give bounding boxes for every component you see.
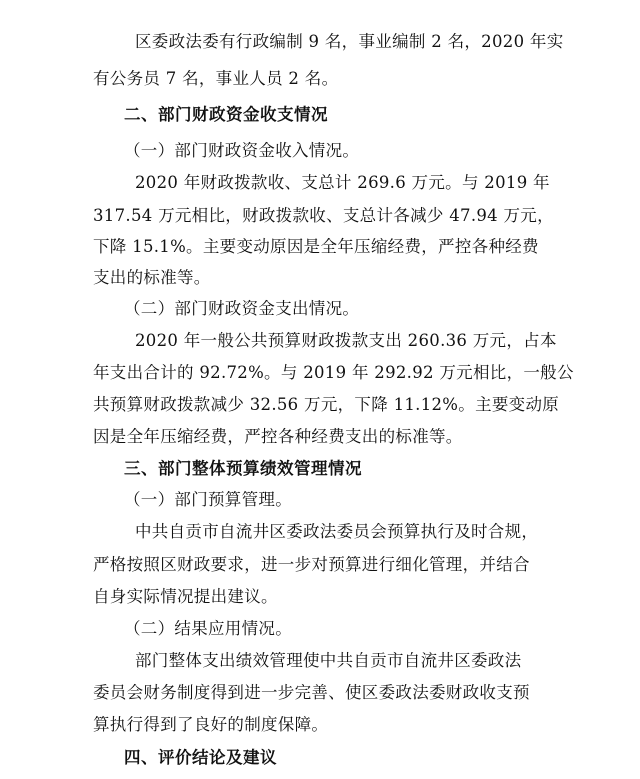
paragraph-line: 部门整体支出绩效管理使中共自贡市自流井区委政法 (135, 651, 522, 670)
paragraph-line: 支出的标准等。 (93, 268, 211, 287)
subsection-heading: （一）部门预算管理。 (124, 490, 292, 509)
paragraph-line: 2020 年财政拨款收、支总计 269.6 万元。与 2019 年 (135, 173, 550, 192)
subsection-heading: （二）部门财政资金支出情况。 (124, 299, 360, 318)
paragraph-line: 2020 年一般公共预算财政拨款支出 260.36 万元，占本 (135, 331, 557, 350)
paragraph-line: 中共自贡市自流井区委政法委员会预算执行及时合规， (135, 522, 539, 541)
paragraph-line: 下降 15.1%。主要变动原因是全年压缩经费，严控各种经费 (93, 237, 539, 256)
paragraph-line: 因是全年压缩经费，严控各种经费支出的标准等。 (93, 427, 463, 446)
paragraph-line: 委员会财务制度得到进一步完善、使区委政法委财政收支预 (93, 683, 530, 702)
paragraph-line: 共预算财政拨款减少 32.56 万元，下降 11.12%。主要变动原 (93, 395, 560, 414)
subsection-heading: （一）部门财政资金收入情况。 (124, 141, 360, 160)
paragraph-line: 年支出合计的 92.72%。与 2019 年 292.92 万元相比，一般公 (93, 363, 574, 382)
paragraph-line: 317.54 万元相比，财政拨款收、支总计各减少 47.94 万元， (93, 206, 554, 225)
subsection-heading: （二）结果应用情况。 (124, 619, 292, 638)
paragraph-line: 算执行得到了良好的制度保障。 (93, 715, 329, 734)
paragraph-line: 有公务员 7 名，事业人员 2 名。 (93, 69, 339, 88)
paragraph-line: 严格按照区财政要求，进一步对预算进行细化管理，并结合 (93, 555, 530, 574)
paragraph-line: 自身实际情况提出建议。 (93, 587, 278, 606)
section-heading: 二、部门财政资金收支情况 (124, 105, 328, 124)
section-heading: 三、部门整体预算绩效管理情况 (124, 459, 362, 478)
section-heading: 四、评价结论及建议 (124, 748, 277, 767)
paragraph-line: 区委政法委有行政编制 9 名，事业编制 2 名，2020 年实 (135, 32, 564, 51)
